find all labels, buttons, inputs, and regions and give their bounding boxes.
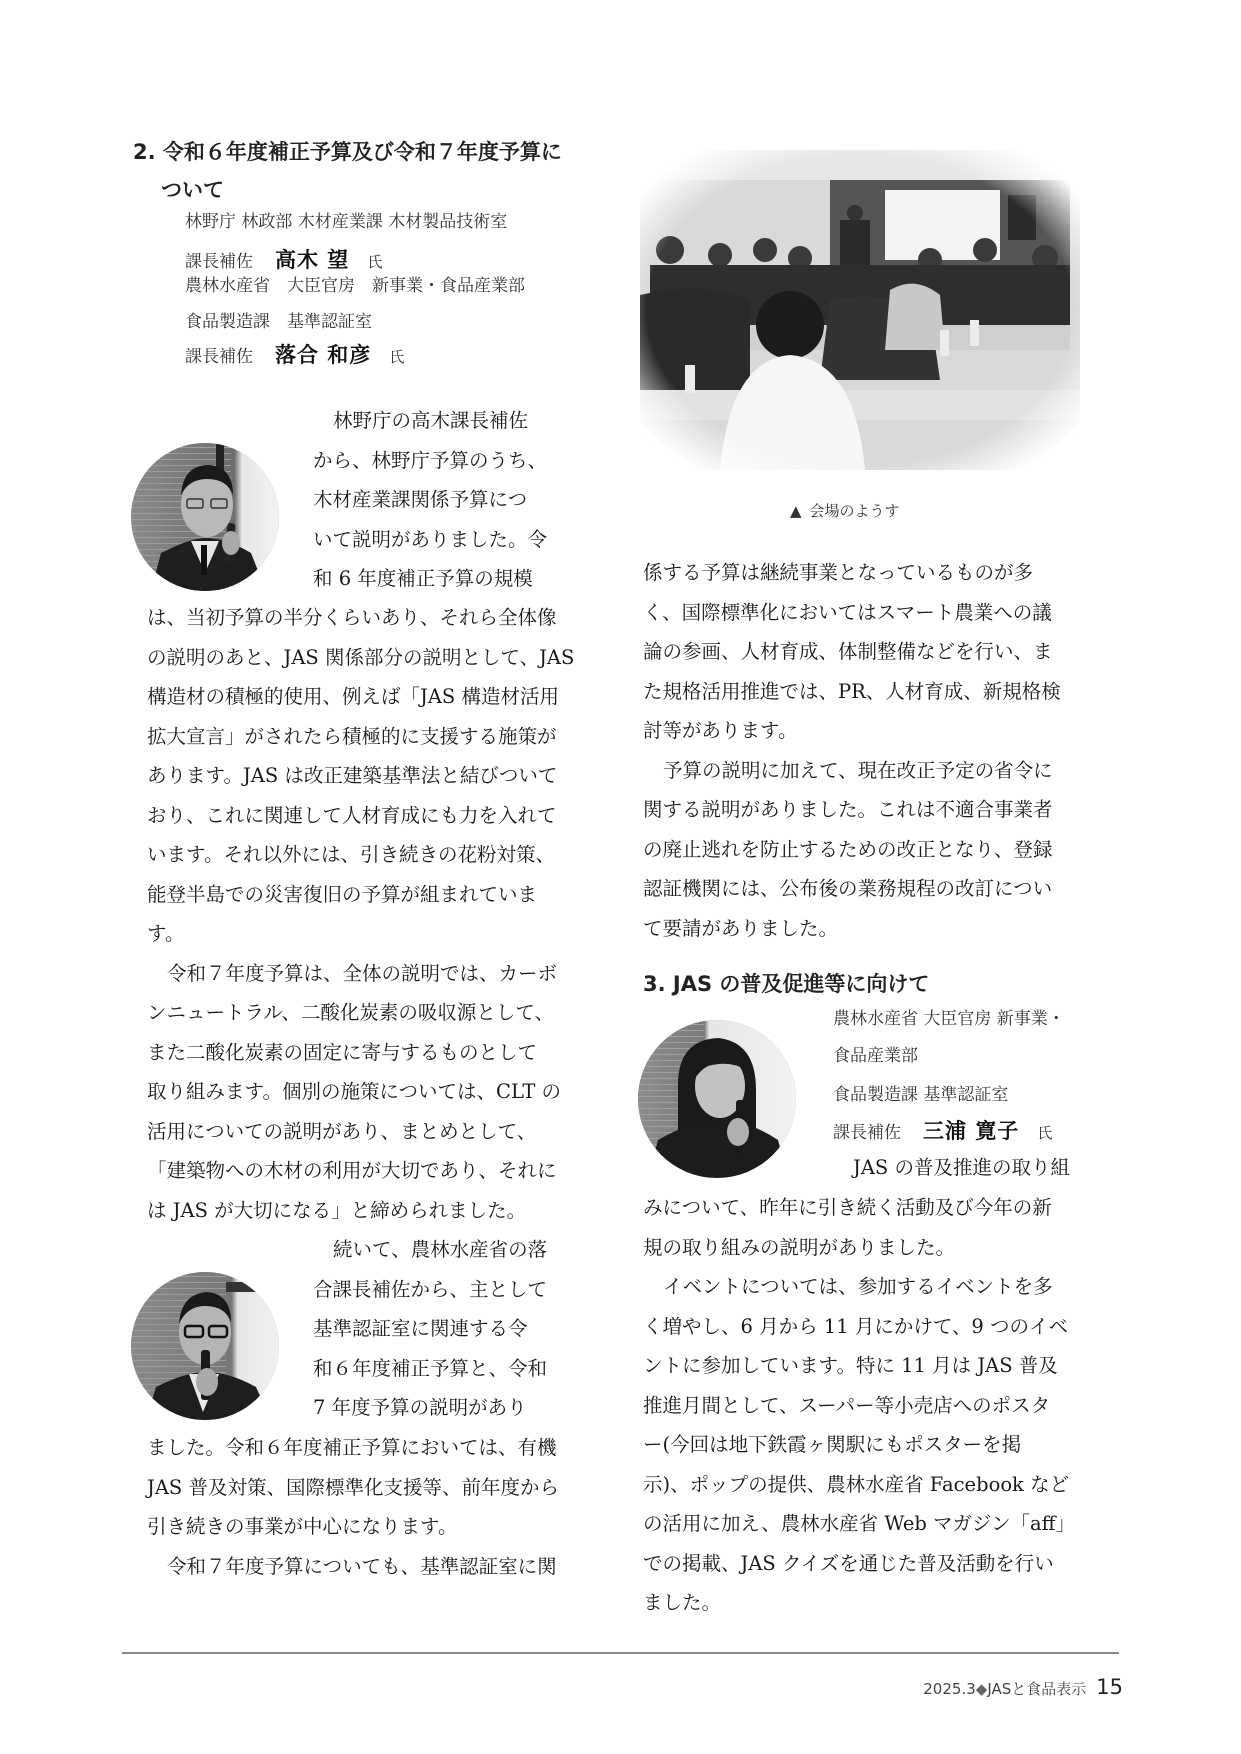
text-line: ー(今回は地下鉄霞ヶ関駅にもポスターを掲 <box>643 1433 1022 1456</box>
speaker-2-honorific: 氏 <box>389 348 405 366</box>
portrait-miura-image <box>638 1020 796 1178</box>
speaker-3-affiliation-line1: 農林水産省 大臣官房 新事業・ <box>833 1009 1065 1029</box>
text-line: 「建築物への木材の利用が大切であり、それに <box>147 1159 557 1182</box>
text-line: 和 6 年度補正予算の規模 <box>313 567 533 590</box>
speaker-3-affiliation-line2: 食品産業部 <box>833 1046 918 1066</box>
text-line: 取り組みます。個別の施策については、CLT の <box>147 1080 562 1103</box>
page-footer <box>923 1675 1123 1699</box>
text-line: みについて、昨年に引き続く活動及び今年の新 <box>643 1196 1052 1219</box>
text-line: 構造材の積極的使用、例えば「JAS 構造材活用 <box>147 685 559 708</box>
speaker-3-honorific: 氏 <box>1037 1124 1053 1142</box>
text-line: での掲載、JAS クイズを通じた普及活動を行い <box>643 1551 1054 1575</box>
portrait-takagi-image <box>131 443 279 591</box>
text-line: く増やし、6 月から 11 月にかけて、9 つのイベ <box>643 1314 1069 1338</box>
footer-issue: 2025.3 <box>923 1680 976 1698</box>
text-line: 基準認証室に関連する令 <box>313 1317 528 1340</box>
speaker-1-role: 課長補佐 <box>185 252 253 272</box>
text-line: の説明のあと、JAS 関係部分の説明として、JAS <box>147 645 575 669</box>
section-2-paragraph-1 <box>147 598 587 1230</box>
text-line: 続いて、農林水産省の落 <box>333 1238 548 1261</box>
text-line: から、林野庁予算のうち、 <box>313 448 548 472</box>
text-line: た規格活用推進では、PR、人材育成、新規格検 <box>643 679 1061 703</box>
text-line: 木材産業課関係予算につ <box>313 488 528 511</box>
portrait-ochiai <box>131 1272 279 1420</box>
section-2-wrap-text-1 <box>313 401 589 599</box>
text-line: の廃止逃れを防止するための改正となり、登録 <box>643 837 1053 861</box>
portrait-miura <box>638 1020 796 1178</box>
text-line: イベントについては、参加するイベントを多 <box>663 1275 1053 1298</box>
venue-photo-image <box>640 150 1080 470</box>
text-line: 認証機関には、公布後の業務規程の改訂につい <box>643 877 1053 900</box>
speaker-2-title <box>185 336 404 376</box>
text-line: ました。令和６年度補正予算においては、有機 <box>147 1436 557 1459</box>
section-3-wrap-text <box>853 1148 1093 1188</box>
text-line: 合課長補佐から、主として <box>313 1277 548 1301</box>
footer-divider <box>122 1652 1119 1654</box>
section-2-heading <box>133 133 562 209</box>
text-line: いて説明がありました。令 <box>313 527 548 551</box>
text-line: ました。 <box>643 1591 722 1614</box>
text-line: 和６年度補正予算と、令和 <box>313 1356 548 1380</box>
section-2-paragraph-3 <box>147 1428 587 1586</box>
text-line: あります。JAS は改正建築基準法と結びついて <box>147 764 558 787</box>
text-line: JAS 普及対策、国際標準化支援等、前年度から <box>147 1475 559 1499</box>
speaker-2-name: 落合 和彦 <box>275 343 372 367</box>
speaker-3-name: 三浦 寛子 <box>923 1119 1020 1143</box>
text-line: く、国際標準化においてはスマート農業への議 <box>643 600 1052 624</box>
text-line: 令和７年度予算についても、基準認証室に関 <box>167 1554 557 1578</box>
text-line: 引き続きの事業が中心になります。 <box>147 1515 458 1538</box>
speaker-1-name: 高木 望 <box>275 248 350 272</box>
text-line: 能登半島での災害復旧の予算が組まれていま <box>147 882 538 906</box>
footer-publication: JASと食品表示 <box>987 1680 1087 1698</box>
text-line: また二酸化炭素の固定に寄与するものとして <box>147 1040 538 1064</box>
text-line: 林野庁の高木課長補佐 <box>333 409 529 432</box>
speaker-1-honorific: 氏 <box>367 253 383 271</box>
speaker-2-role: 課長補佐 <box>185 347 253 367</box>
text-line: 示)、ポップの提供、農林水産省 Facebook など <box>643 1472 1070 1496</box>
portrait-takagi <box>131 443 279 591</box>
text-line: 令和７年度予算は、全体の説明では、カーボ <box>167 961 558 985</box>
caption-text: 会場のようす <box>809 502 900 520</box>
text-line: 活用についての説明があり、まとめとして、 <box>147 1119 537 1143</box>
text-line: す。 <box>147 922 185 945</box>
text-line: の活用に加え、農林水産省 Web マガジン「aff」 <box>643 1512 1076 1535</box>
section-2-heading-line2: ついて <box>161 178 224 202</box>
caption-triangle-icon: ▲ <box>790 502 802 520</box>
venue-photo <box>640 150 1080 470</box>
section-2-wrap-text-2 <box>313 1230 589 1428</box>
text-line: は JAS が大切になる」と締められました。 <box>147 1198 527 1222</box>
text-line: て要請がありました。 <box>643 916 839 940</box>
text-line: JAS の普及推進の取り組 <box>853 1156 1070 1179</box>
text-line: ントに参加しています。特に 11 月は JAS 普及 <box>643 1354 1058 1377</box>
portrait-ochiai-image <box>131 1272 279 1420</box>
section-3-body <box>643 1188 1093 1623</box>
section-2-paragraph-4-continued <box>643 553 1093 948</box>
text-line: 論の参画、人材育成、体制整備などを行い、ま <box>643 640 1053 663</box>
text-line: ンニュートラル、二酸化炭素の吸収源として、 <box>147 1001 554 1024</box>
footer-diamond-icon: ◆ <box>975 1680 988 1698</box>
section-2-heading-line1: 2. 令和６年度補正予算及び令和７年度予算に <box>133 140 562 164</box>
speaker-2-affiliation-line2: 食品製造課 基準認証室 <box>185 312 372 332</box>
text-line: は、当初予算の半分くらいあり、それら全体像 <box>147 606 557 629</box>
speaker-2-affiliation-line1: 農林水産省 大臣官房 新事業・食品産業部 <box>185 276 525 296</box>
text-line: 係する予算は継続事業となっているものが多 <box>643 561 1034 584</box>
speaker-1-affiliation: 林野庁 林政部 木材産業課 木材製品技術室 <box>185 212 508 232</box>
venue-photo-caption <box>790 500 900 521</box>
text-line: います。それ以外には、引き続きの花粉対策、 <box>147 843 555 866</box>
text-line: 拡大宣言」がされたら積極的に支援する施策が <box>147 724 557 748</box>
text-line: 予算の説明に加えて、現在改正予定の省令に <box>663 758 1053 782</box>
text-line: おり、これに関連して人材育成にも力を入れて <box>147 803 557 827</box>
page-number: 15 <box>1096 1675 1123 1699</box>
speaker-3-affiliation-line3: 食品製造課 基準認証室 <box>833 1085 1009 1105</box>
text-line: 規の取り組みの説明がありました。 <box>643 1235 956 1259</box>
text-line: 関する説明がありました。これは不適合事業者 <box>643 798 1053 821</box>
text-line: 推進月間として、スーパー等小売店へのポスタ <box>643 1393 1051 1417</box>
section-3-heading: 3. JAS の普及促進等に向けて <box>643 972 930 996</box>
speaker-3-role: 課長補佐 <box>833 1123 901 1143</box>
speaker-3-title <box>833 1112 1052 1152</box>
text-line: 討等があります。 <box>643 719 798 742</box>
text-line: 7 年度予算の説明があり <box>313 1396 527 1419</box>
